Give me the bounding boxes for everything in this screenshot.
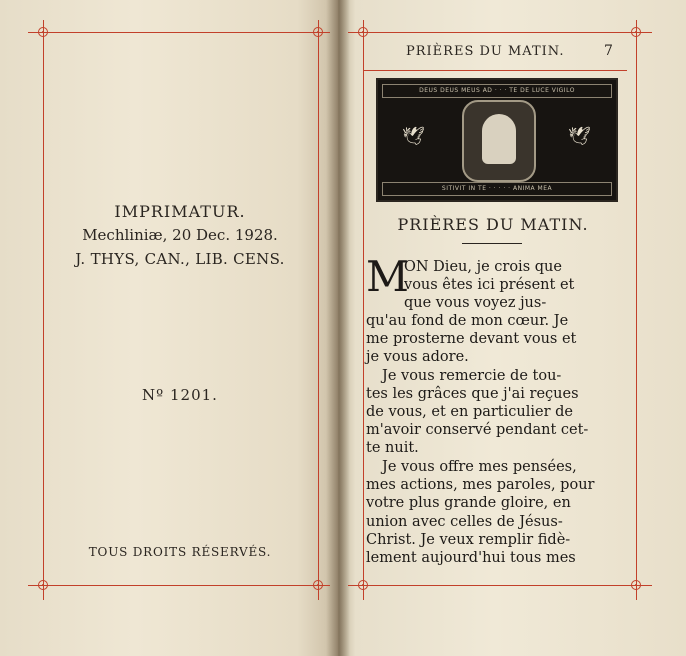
corner-ornament-icon bbox=[629, 25, 643, 39]
text-line: Je vous remercie de tou- bbox=[382, 368, 562, 384]
corner-ornament-icon bbox=[311, 578, 325, 592]
book-gutter bbox=[326, 0, 350, 656]
engraving-top-inscription: DEUS DEUS MEUS AD · · · TE DE LUCE VIGILO bbox=[382, 84, 612, 98]
text-line: ON Dieu, je crois que bbox=[404, 259, 562, 275]
corner-ornament-icon bbox=[356, 25, 370, 39]
page-number: 7 bbox=[604, 43, 613, 59]
text-line: tes les grâces que j'ai reçues bbox=[366, 386, 579, 402]
corner-ornament-icon bbox=[36, 25, 50, 39]
corner-ornament-icon bbox=[311, 25, 325, 39]
corner-ornament-icon bbox=[356, 578, 370, 592]
text-line: Je vous offre mes pensées, bbox=[382, 459, 577, 475]
engraving-medallion bbox=[462, 100, 536, 182]
text-line: me prosterne devant vous et bbox=[366, 331, 577, 347]
text-line: m'avoir conservé pendant cet- bbox=[366, 422, 589, 438]
dove-icon: 🕊 bbox=[568, 126, 591, 147]
corner-ornament-icon bbox=[629, 578, 643, 592]
text-line: te nuit. bbox=[366, 440, 419, 456]
left-frame-right-rule bbox=[318, 20, 319, 600]
imprimatur-title: IMPRIMATUR. bbox=[114, 202, 246, 221]
left-frame-bottom-rule bbox=[28, 585, 330, 586]
text-line: lement aujourd'hui tous mes bbox=[366, 550, 576, 566]
right-header-rule bbox=[363, 70, 627, 71]
heading-underline bbox=[462, 243, 522, 244]
text-line: union avec celles de Jésus- bbox=[366, 514, 563, 530]
imprimatur-place-date: Mechliniæ, 20 Dec. 1928. bbox=[82, 226, 278, 244]
drop-cap: M bbox=[366, 252, 410, 301]
engraving-illustration bbox=[376, 78, 618, 202]
section-heading: PRIÈRES DU MATIN. bbox=[397, 215, 589, 234]
seated-figure-icon bbox=[482, 114, 516, 164]
text-line: votre plus grande gloire, en bbox=[366, 495, 571, 511]
censor-line: J. THYS, CAN., LIB. CENS. bbox=[75, 250, 285, 268]
text-line: de vous, et en particulier de bbox=[366, 404, 573, 420]
text-line: que vous voyez jus- bbox=[404, 295, 547, 311]
dove-icon: 🕊 bbox=[402, 126, 425, 147]
right-frame-right-rule bbox=[636, 20, 637, 600]
right-frame-top-rule bbox=[348, 32, 652, 33]
text-line: vous êtes ici présent et bbox=[404, 277, 575, 293]
running-head: PRIÈRES DU MATIN. bbox=[406, 44, 565, 59]
right-frame-left-rule bbox=[363, 20, 364, 600]
engraving-bottom-inscription: SITIVIT IN TE · · · · · ANIMA MEA bbox=[382, 182, 612, 196]
text-line: Christ. Je veux remplir fidè- bbox=[366, 532, 571, 548]
left-frame-top-rule bbox=[28, 32, 330, 33]
text-line: qu'au fond de mon cœur. Je bbox=[366, 313, 569, 329]
rights-notice: TOUS DROITS RÉSERVÉS. bbox=[88, 545, 272, 559]
corner-ornament-icon bbox=[36, 578, 50, 592]
text-line: mes actions, mes paroles, pour bbox=[366, 477, 595, 493]
edition-number: Nº 1201. bbox=[142, 386, 218, 404]
left-frame-left-rule bbox=[43, 20, 44, 600]
right-frame-bottom-rule bbox=[348, 585, 652, 586]
text-line: je vous adore. bbox=[366, 349, 469, 365]
